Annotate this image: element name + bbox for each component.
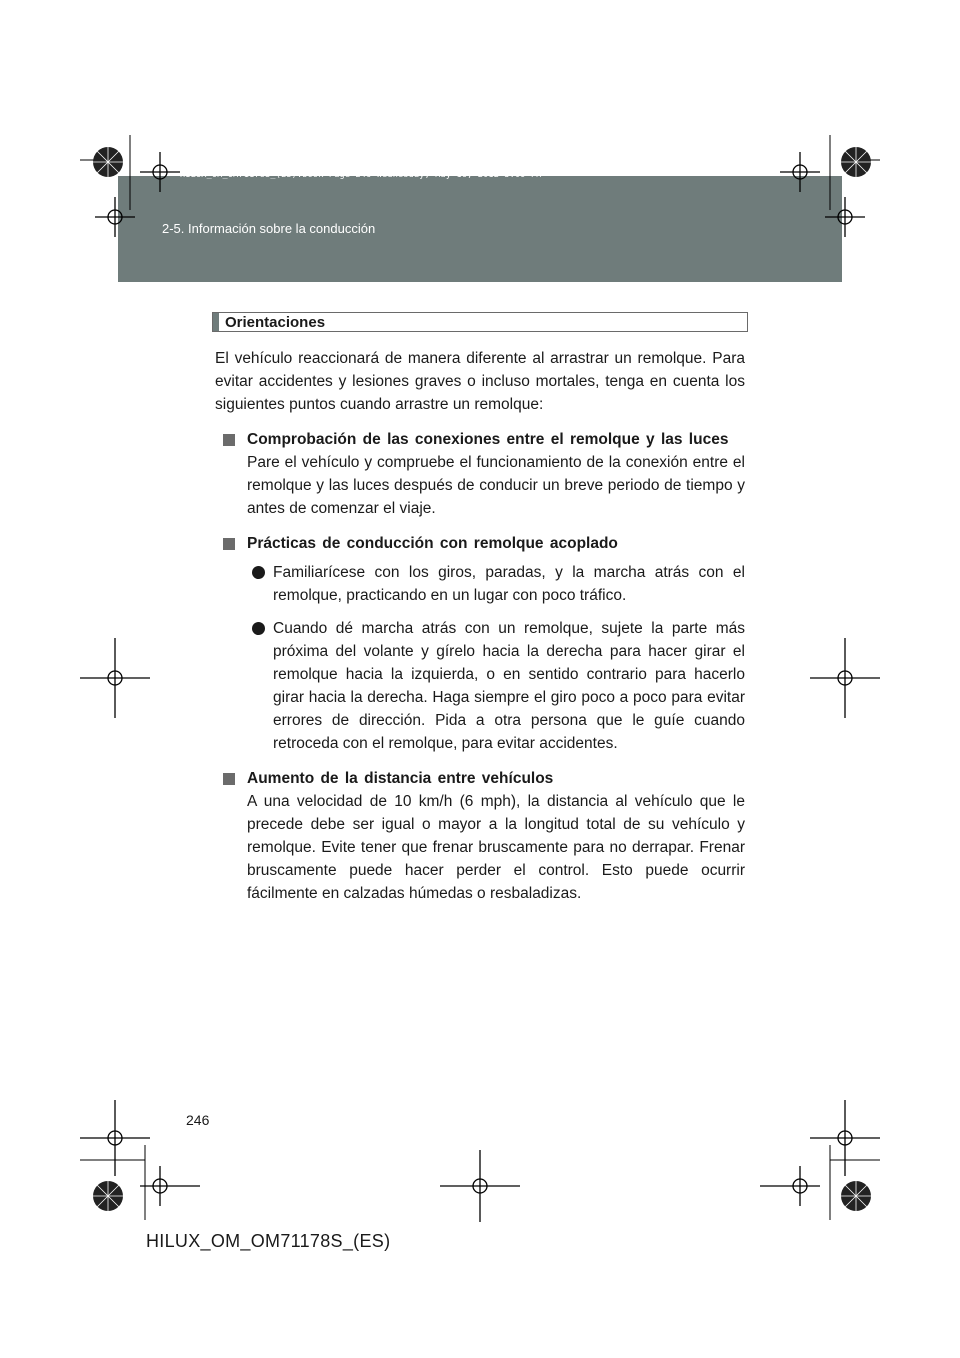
square-bullet-icon <box>223 773 235 785</box>
section-body-connections: Pare el vehículo y compruebe el funcionamiento de la conexión entre el remolque y las luces después de conducir un breve periodo de tiempo y antes de comenzar el viaje. <box>247 454 745 517</box>
footer-document-id: HILUX_OM_OM71178S_(ES) <box>146 1231 391 1251</box>
list-item <box>247 617 745 755</box>
section-title-connections: Comprobación de las conexiones entre el remolque y las luces <box>247 431 729 448</box>
page-number: 246 <box>186 1112 210 1128</box>
orientaciones-heading-box <box>212 312 748 332</box>
section-title-distance: Aumento de la distancia entre vehículos <box>247 770 554 787</box>
square-bullet-icon <box>223 538 235 550</box>
section-connections <box>215 428 745 520</box>
list-item <box>247 561 745 607</box>
section-title: 2-5. Información sobre la conducción <box>162 221 376 236</box>
section-driving-practice <box>215 532 745 755</box>
section-body-distance: A una velocidad de 10 km/h (6 mph), la distancia al vehículo que le precede debe ser igual o mayor a la longitud total de su vehículo y remolque. Evite tener que frenar bruscamente para no derrapar. Frenar bruscamente puede hacer perder el control. Esto puede ocurrir fácilmente en calzadas húmedas o resbaladizas. <box>247 793 745 902</box>
round-bullet-icon <box>252 566 265 579</box>
square-bullet-icon <box>223 434 235 446</box>
intro-paragraph: El vehículo reaccionará de manera diferente al arrastrar un remolque. Para evitar accidentes y lesiones graves o incluso mortales, tenga en cuenta los siguientes puntos cuando arrastre un remolque: <box>215 350 745 413</box>
section-title-driving-practice: Prácticas de conducción con remolque acoplado <box>247 535 618 552</box>
round-bullet-icon <box>252 622 265 635</box>
bullet-text: Cuando dé marcha atrás con un remolque, sujete la parte más próxima del volante y gírelo hacia la derecha para hacer girar el remolque hacia la izquierda, o en sentido contrario para hacerlo girar hacia la derecha. Haga siempre el giro poco a poco para evitar errores de dirección. Pida a otra persona que le guíe cuando retroceda con el remolque, para evitar accidentes. <box>273 620 745 752</box>
book-stamp: HILUX_OM_OM71178S_(ES).book Page 246 Wednesday, May 16, 2012 3:09 PM <box>180 170 542 180</box>
heading-label: Orientaciones <box>225 313 326 331</box>
bullet-text: Familiarícese con los giros, paradas, y la marcha atrás con el remolque, practicando en un lugar con poco tráfico. <box>273 564 745 604</box>
main-content <box>215 347 745 917</box>
section-distance <box>215 767 745 905</box>
heading-accent-bar <box>213 313 219 331</box>
